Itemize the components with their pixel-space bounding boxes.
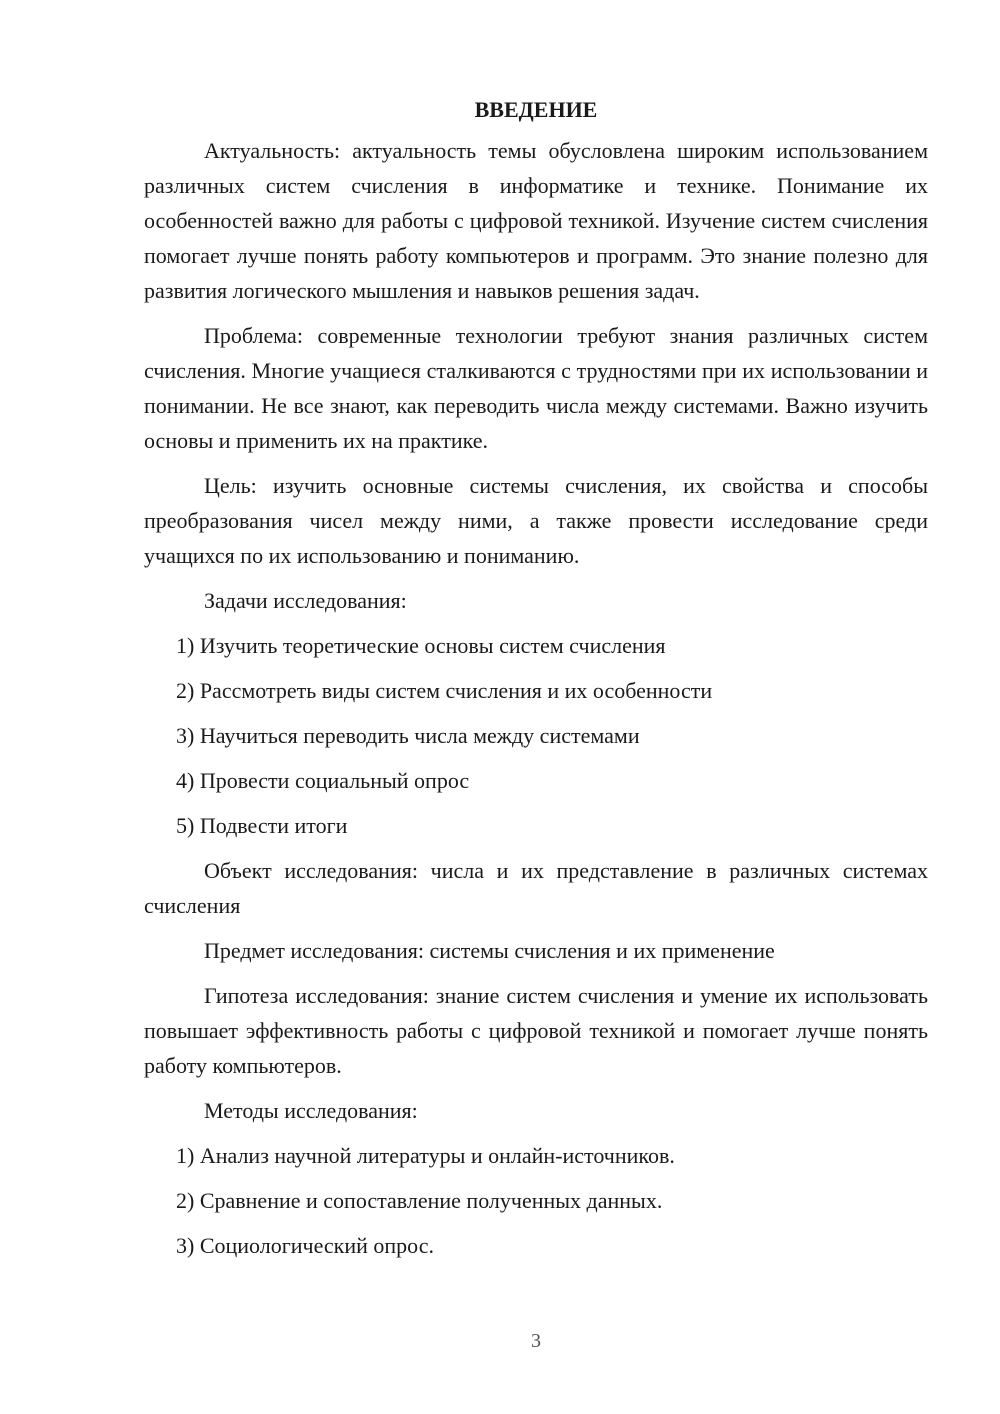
tasks-heading: Задачи исследования: — [204, 588, 407, 613]
page-number: 3 — [531, 1330, 541, 1352]
relevance-paragraph: Актуальность: актуальность темы обусловлена широким использованием различных систем счисления в информатике и технике. Понимание их особенностей важно для работы с цифровой техникой. Изучение систем счисления помогает лучше понять работу компьютеров и программ. Это знание полезно для развития логического мышления и навыков решения задач. — [144, 138, 928, 303]
subject-paragraph: Предмет исследования: системы счисления и их применение — [204, 938, 775, 963]
document-page — [144, 92, 928, 1273]
problem-paragraph: Проблема: современные технологии требуют знания различных систем счисления. Многие учащиеся сталкиваются с трудностями при их использовании и понимании. Не все знают, как переводить числа между системами. Важно изучить основы и применить их на практике. — [144, 323, 928, 453]
method-item-3: 3) Социологический опрос. — [176, 1233, 434, 1258]
task-item-5: 5) Подвести итоги — [176, 813, 348, 838]
task-item-4: 4) Провести социальный опрос — [176, 768, 470, 793]
goal-paragraph: Цель: изучить основные системы счисления, их свойства и способы преобразования чисел между ними, а также провести исследование среди учащихся по их использованию и пониманию. — [144, 473, 928, 568]
page-title: ВВЕДЕНИЕ — [474, 97, 598, 122]
task-item-1: 1) Изучить теоретические основы систем счисления — [176, 633, 666, 658]
task-item-2: 2) Рассмотреть виды систем счисления и их особенности — [176, 678, 713, 703]
hypothesis-paragraph: Гипотеза исследования: знание систем счисления и умение их использовать повышает эффективность работы с цифровой техникой и помогает лучше понять работу компьютеров. — [144, 983, 928, 1078]
task-item-3: 3) Научиться переводить числа между системами — [176, 723, 640, 748]
method-item-2: 2) Сравнение и сопоставление полученных данных. — [176, 1188, 663, 1213]
object-paragraph: Объект исследования: числа и их представление в различных системах счисления — [144, 858, 928, 918]
methods-heading: Методы исследования: — [204, 1098, 418, 1123]
method-item-1: 1) Анализ научной литературы и онлайн-источников. — [176, 1143, 675, 1168]
